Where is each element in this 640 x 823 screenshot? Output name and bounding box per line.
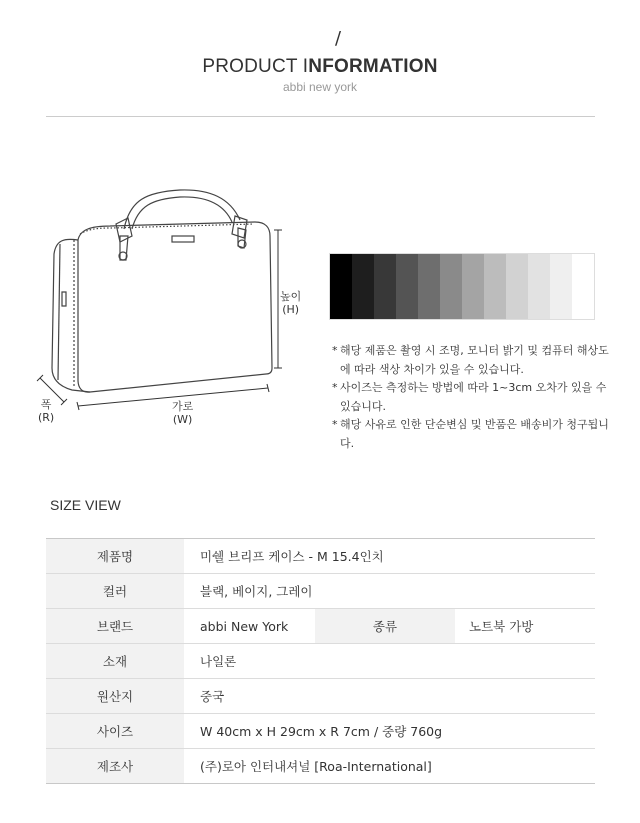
color-swatch	[440, 254, 462, 319]
width-label	[172, 400, 193, 426]
depth-label-text: 폭	[40, 398, 52, 411]
color-swatch	[572, 254, 594, 319]
color-swatch	[352, 254, 374, 319]
title-part-1: PRODUCT I	[202, 56, 309, 77]
table-row	[46, 749, 595, 784]
maker-value: (주)로아 인터내셔널 [Roa-International]	[184, 749, 595, 784]
size-value: W 40cm x H 29cm x R 7cm / 중량 760g	[184, 714, 595, 749]
size-label: 사이즈	[46, 714, 184, 749]
table-row	[46, 679, 595, 714]
brand-label: 브랜드	[46, 609, 184, 644]
material-value: 나일론	[184, 644, 595, 679]
height-label-code: (H)	[282, 303, 300, 316]
note-text: 해당 제품은 촬영 시 조명, 모니터 밝기 및 컴퓨터 해상도에 따라 색상 차이가 있을 수 있습니다.	[340, 344, 609, 376]
depth-label-code: (R)	[38, 411, 55, 424]
table-row	[46, 574, 595, 609]
color-swatch	[462, 254, 484, 319]
origin-value: 중국	[184, 679, 595, 714]
origin-label: 원산지	[46, 679, 184, 714]
color-swatch	[506, 254, 528, 319]
spec-table	[46, 538, 595, 784]
color-swatch	[418, 254, 440, 319]
bag-illustration	[30, 180, 310, 430]
note-item: * 해당 제품은 촬영 시 조명, 모니터 밝기 및 컴퓨터 해상도에 따라 색상 차이가 있을 수 있습니다.	[332, 342, 612, 379]
table-row	[46, 539, 595, 574]
width-label-text: 가로	[172, 400, 194, 413]
size-view-title: SIZE VIEW	[50, 497, 121, 513]
brand-subtitle: abbi new york	[282, 80, 358, 94]
color-calibration-swatches	[329, 253, 595, 320]
table-row	[46, 714, 595, 749]
type-label: 종류	[315, 609, 455, 644]
table-row	[46, 609, 595, 644]
color-label: 컬러	[46, 574, 184, 609]
decorative-slash: /	[335, 28, 342, 49]
color-swatch	[528, 254, 550, 319]
height-label	[280, 290, 301, 316]
note-item: * 사이즈는 측정하는 방법에 따라 1~3cm 오차가 있을 수 있습니다.	[332, 379, 612, 416]
page-title	[0, 56, 640, 78]
width-label-code: (W)	[172, 413, 193, 426]
type-value: 노트북 가방	[455, 609, 595, 644]
notes	[332, 342, 612, 453]
color-swatch	[550, 254, 572, 319]
title-part-2: NFORMATION	[308, 56, 438, 77]
note-item: * 해당 사유로 인한 단순변심 및 반품은 배송비가 청구됩니다.	[332, 416, 612, 453]
note-text: 해당 사유로 인한 단순변심 및 반품은 배송비가 청구됩니다.	[340, 418, 609, 450]
color-swatch	[374, 254, 396, 319]
height-label-text: 높이	[280, 290, 302, 303]
product-name-label: 제품명	[46, 539, 184, 574]
note-text: 사이즈는 측정하는 방법에 따라 1~3cm 오차가 있을 수 있습니다.	[340, 381, 607, 413]
color-swatch	[396, 254, 418, 319]
color-value: 블랙, 베이지, 그레이	[184, 574, 595, 609]
material-label: 소재	[46, 644, 184, 679]
brand-value: abbi New York	[184, 609, 315, 644]
divider	[46, 116, 595, 117]
table-row	[46, 644, 595, 679]
product-name-value: 미쉘 브리프 케이스 - M 15.4인치	[184, 539, 595, 574]
depth-label	[38, 398, 54, 424]
color-swatch	[484, 254, 506, 319]
color-swatch	[330, 254, 352, 319]
maker-label: 제조사	[46, 749, 184, 784]
